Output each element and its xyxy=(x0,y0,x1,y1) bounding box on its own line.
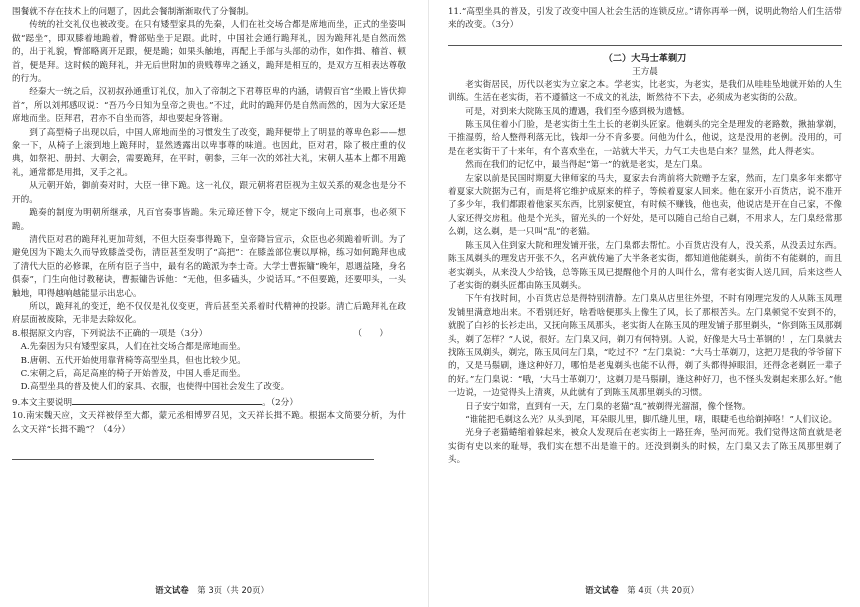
footer-page-number: 第 3页（共 20页） xyxy=(197,585,269,595)
question-9-tail: 。（2分） xyxy=(262,397,298,408)
option-c: C.宋朝之后，高足高座的椅子开始普及，中国人垂足而坐。 xyxy=(20,368,246,379)
author: 王方晨 xyxy=(632,66,658,77)
paragraph: 围餐就不存在技术上的问题了，因此会餐制渐渐取代了分餐制。 xyxy=(12,7,255,17)
question-11: 11.“高型坐具的普及，引发了改变中国人社会生活的连锁反应。”请你再举一例，说明此物给人们生活带来的改变。（3分） xyxy=(448,7,842,31)
page-footer xyxy=(442,584,842,596)
page-footer xyxy=(12,584,412,596)
paragraph: 清代臣对君的跪拜礼更加苛刻，不但大臣奏事得跪下，皇帝降旨宣示，众臣也必须跪着听训。为了避免因为下跪太久而导致膝盖受伤，清臣甚至发明了“高把”：在膝盖部位裹以厚棉，练习如何跪拜也成了清代大臣的必修课，在所有臣子当中，最有名的跪派为李士奇。大学士曹振镛“晚年，恩遇益隆，身名俱泰”，门生向他讨教秘诀，曹振镛告诉他：“无他，但多磕头，少说话耳。”不但要跪，还要叩头，一头触地，叩得越响越能显示出忠心。 xyxy=(12,234,406,299)
paragraph: 老实街居民，历代以老实为立家之本。学老实，比老实，为老实，是我们从哇哇坠地就开始的人生训练。生活在老实街，若不遵循这一不成文的礼法，断然待不下去，必须成为老实街的公敌。 xyxy=(448,79,842,104)
option-a: A.先秦因为只有矮型家具，人们在社交场合都是席地而坐。 xyxy=(20,342,246,353)
footer-title: 语文试卷 xyxy=(155,585,189,595)
paragraph: “谁能把毛剃这么光？从头到尾，耳朵眼儿里，脚爪缝儿里，嗐，眼睫毛也给剃掉咯！”人们议论。 xyxy=(465,414,838,425)
option-b: B.唐朝、五代开始使用靠背椅等高型坐具，但也比较少见。 xyxy=(20,355,246,366)
paragraph: 左家以前是民国时期夏大律师家的马夫，夏家去台湾前将大院赠予左家，然而，左门臬多年来都守着夏家大院据为己有，而是将它维护成原来的样子，等候着夏家人回来。他在家开小百货店，说不准开了多少年，我们都跟着他家买东西，比别家便宜，有时候不赚钱，他也卖，他说店是开在自己家，不像人家还得交房租。他是个光头，留光头的一个好处，是可以随自己给自己剃，不用求人，左门臬经常那么剃，这么剃，是一只叫“乱”的老猫。 xyxy=(448,173,842,238)
paragraph: 传统的社交礼仪也被改变。在只有矮型家具的先秦，人们在社交场合都是席地而坐，正式的坐姿叫做“跽坐”，即双膝着地跪着，臀部贴坐于足跟。此时，中国社会通行跪拜礼，因为跪拜礼是自然而然的，出于礼貌，臀部略离开足跟，便是跪；如果头触地，再配上手部与头部的动作，如作揖、稽首、顿首，便是拜。这时候的跪拜礼，并无后世附加的贵贱尊卑之涵义，跪拜是相互的，是双方互相表达尊敬的行为。 xyxy=(12,20,406,85)
paragraph: 到了高型椅子出现以后，中国人席地而坐的习惯发生了改变，跪拜便带上了明显的尊卑色彩——想象一下，从椅子上滚到地上跪拜时，显然透露出以卑事尊的味道。也因此，臣对君，除了极庄重的仪典，如祭祀、册封、大朝会，需要跪拜，在平时，朝参，三年一次的郊社大礼，宋朝人基本上都不用跪礼，通常都是用揖，叉手之礼。 xyxy=(12,127,406,178)
page-fold-divider xyxy=(428,0,429,607)
answer-line[interactable] xyxy=(12,459,374,460)
paragraph: 然而在我们的记忆中，最当得起“第一”的就是老实，是左门臬。 xyxy=(465,160,708,171)
footer-page-number: 第 4页（共 20页） xyxy=(627,585,699,595)
question-9-stem: 9.本文主要说明 xyxy=(12,397,73,408)
question-9 xyxy=(12,395,406,410)
paragraph: 经秦大一统之后，汉初叔孙通重订礼仪，加入了帝制之下君尊臣卑的内涵，请假百官“坐殿上皆伏抑首”，所以刘邦感叹说：“吾乃今日知为皇帝之贵也。”不过，此时的跪拜仍是自然而然的，因为大家还是席地而坐。臣拜君，君亦不自坐而答，却也要起身答谢。 xyxy=(12,87,406,125)
answer-paren[interactable]: （ ） xyxy=(353,328,388,339)
section-title: （二）大马士革剃刀 xyxy=(603,52,687,64)
answer-line[interactable] xyxy=(448,45,842,46)
exam-page-3 xyxy=(12,6,412,604)
option-d: D.高型坐具的普及使人们的家具、衣服，也使得中国社会发生了改变。 xyxy=(20,382,290,393)
paragraph: 下午有找时间，小百货店总是得特别清静。左门臬从店里往外望，不时有刚理完发的人从陈玉凤理发铺里满意地出来。不看别还好，啥看啥便那头上像生了风，长了那根苦头。左门臬顿觉不安到不的，就脱了白衫的长衫走出，又抚向陈玉凤那头，老实街人在陈玉凤的理发铺子那里剃头，“你到陈玉凤那剃头，剃了怎样？”人说，很好。左门臬又问，剃刀有何特别。人说，好像是大马士革钢的！，左门臬就去找陈玉凤剃头，剃完，陈玉凤问左门臬，“吃过不？”左门臬说：“大马士革剃刀，这把刀是我的爷爷留下的，又是马鬃刷，逢这种好刀，哪怕是老鬼剃头也能不认得，剃了头都得掉眼泪，还得念老剃匠一辈子的好。”左门臬说：“哦，‘大马士革剃刀’，这剃刀是马鬃刷，逢这种好刀，也不怪头发剃起来那么好。”他一边说，一边觉得头上清爽，从此就有了到陈玉凤那里剃头的习惯。 xyxy=(448,294,842,399)
question-10: 10.南宋魏天应，文天祥被俘至大都，蒙元丞相博罗召见，文天祥长揖不跪。根据本文简要分析，为什么文天祥“长揖不跪”？（4分） xyxy=(12,411,406,435)
exam-page-4 xyxy=(442,6,842,604)
paragraph: 从元朝开始，御前奏对时，大臣一律下跪。这一礼仪，跟元朝将君臣视为主奴关系的观念也是分不开的。 xyxy=(12,181,406,205)
paragraph: 所以，跪拜礼的变迁，绝不仅仅是礼仪变更，背后甚至关系着时代精神的投影。清亡后跪拜礼在政府层面被废除，无非是去除奴化。 xyxy=(12,301,406,326)
paragraph: 可是，对到来大院陈玉凤的遭遇，我们至今感到极为遗憾。 xyxy=(465,106,690,117)
answer-blank[interactable] xyxy=(72,395,262,405)
paragraph: 陈玉凤入住到家大院和理发铺开张，左门臬都去帮忙。小百货店没有人，没关系，从没丢过东西。陈玉凤剃头的理发店开张不久，名声就传遍了大半条老实街，都知道他能剃头，前街不有能剃的，而且老实剃头，从来没人少给钱，总等陈玉凤已提醒他个月的人叫什么，常有老实街人送几回，后来这些人了老实街的剃头匠都由陈玉凤剃头。 xyxy=(448,240,842,291)
paragraph: 日子安宁如常，直到有一天，左门臬的老猫“乱”被剃得光溜溜，像个怪物。 xyxy=(465,401,751,412)
footer-title: 语文试卷 xyxy=(585,585,619,595)
paragraph: 跪奏的制度为明朝所继承，凡百官奏事皆跪。朱元璋还曾下令，规定下级向上司禀事，也必须下跪。 xyxy=(12,208,406,232)
question-8-stem: 8.根据原文内容，下列说法不正确的一项是（3分） xyxy=(12,328,208,339)
paragraph: 陈玉凤住着小门脸，是老实街土生土长的老剃头匠家。他剃头的完全是理发的老路数，揪抽掌剃，干推湿剪，给人整得利落无比，钱却一分不肯多要。问他为什么，他说，这是没用的老例。没用的，可是在老实街干了十来年，有个喜欢坐在，一站就大半天，力气工夫也是白来？显然，此人得老实。 xyxy=(448,120,842,157)
question-8 xyxy=(12,328,406,341)
paragraph: 光身子老猫蜷缩着躲起来，被众人发现后在老实街上一路狂奔，坠河而死。我们觉得这简直就是老实街有史以来的耻辱，我们实在想不出是谁干的。还没到剃头的时候，左门臬又去了陈玉凤那里剃了头。 xyxy=(448,428,842,466)
